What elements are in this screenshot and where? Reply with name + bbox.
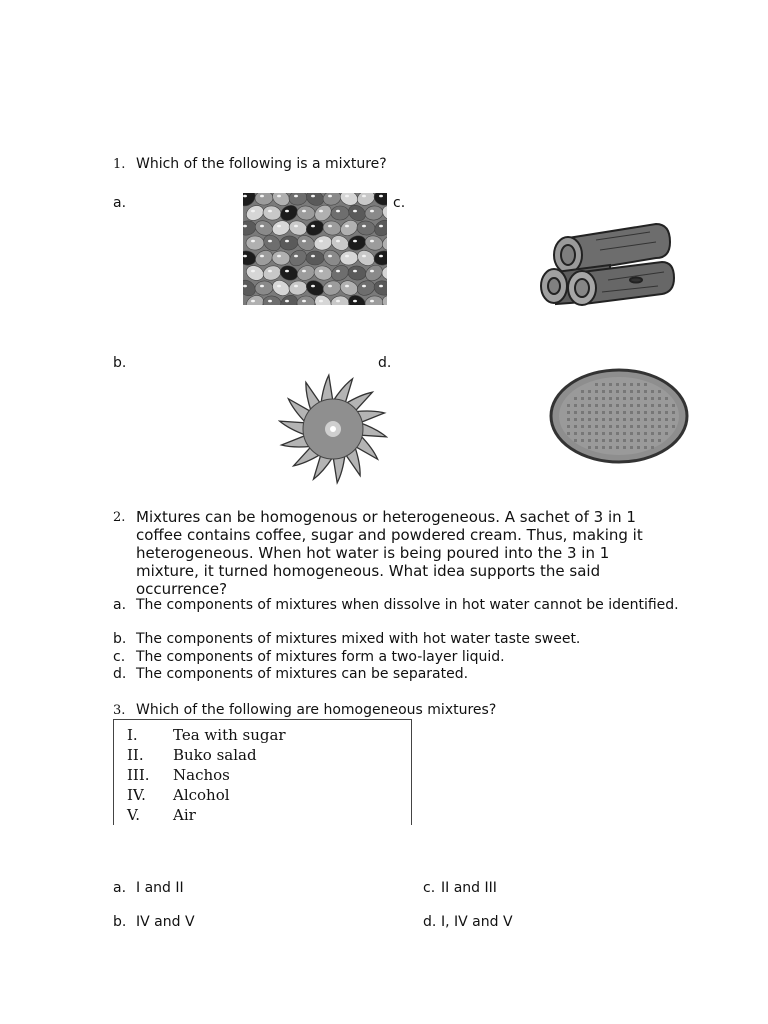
- q2-option-a-text: The components of mixtures when dissolve in hot water cannot be identified.: [136, 597, 679, 613]
- q1-option-d-label: d.: [378, 355, 392, 371]
- q1-option-c-label: c.: [393, 195, 406, 211]
- q1-option-b-label: b.: [113, 355, 127, 371]
- q2-option-d-label: d.: [113, 666, 127, 682]
- q3-option-c-text: II and III: [441, 880, 497, 896]
- q2-text: Mixtures can be homogenous or heterogeneous. A sachet of 3 in 1 coffee contains coffee, sugar and powdered cream. Thus, making it heterogeneous. When hot water is being poured into the 3 in 1 mixture, it turned homogeneous. What idea supports the said occurrence?: [136, 508, 643, 598]
- q3-item-text: Air: [173, 806, 196, 824]
- q2-option-a-label: a.: [113, 597, 127, 613]
- q3-item: [114, 746, 411, 766]
- q3-item-text: Alcohol: [173, 786, 230, 804]
- q3-option-a-label: a.: [113, 880, 127, 896]
- q3-option-b-label: b.: [113, 914, 127, 930]
- q3-item-text: Buko salad: [173, 746, 257, 764]
- q2-option-b-label: b.: [113, 631, 127, 647]
- jelly-beans-icon: [243, 193, 387, 305]
- q3-item-numeral: III.: [127, 766, 150, 784]
- sun-icon: [278, 373, 388, 485]
- q3-text: Which of the following are homogeneous mixtures?: [136, 702, 497, 718]
- q1-text: Which of the following is a mixture?: [136, 156, 387, 172]
- q3-option-d-text: I, IV and V: [441, 914, 513, 930]
- q3-item-text: Tea with sugar: [173, 726, 286, 744]
- q2-option-b-text: The components of mixtures mixed with hot water taste sweet.: [136, 631, 581, 647]
- q3-items-box: [113, 719, 412, 825]
- q3-number: 3.: [113, 703, 126, 718]
- q2-option-c-label: c.: [113, 649, 126, 665]
- q2-option-d-text: The components of mixtures can be separated.: [136, 666, 469, 682]
- cracker-biscuit-icon: [548, 367, 690, 465]
- q3-item: [114, 766, 411, 786]
- q3-option-c-label: c.: [423, 880, 436, 896]
- q3-item-numeral: V.: [127, 806, 140, 824]
- q3-item: [114, 726, 411, 746]
- q3-item-numeral: II.: [127, 746, 144, 764]
- q1-number: 1.: [113, 157, 126, 172]
- q2-number: 2.: [113, 510, 126, 525]
- q3-item: [114, 806, 411, 826]
- wood-logs-icon: [538, 220, 678, 306]
- q3-option-a-text: I and II: [136, 880, 184, 896]
- q3-item-numeral: IV.: [127, 786, 146, 804]
- q3-item: [114, 786, 411, 806]
- q1-option-a-label: a.: [113, 195, 127, 211]
- q2-option-c-text: The components of mixtures form a two-layer liquid.: [136, 649, 505, 665]
- q3-item-text: Nachos: [173, 766, 230, 784]
- q3-option-d-label: d.: [423, 914, 437, 930]
- q3-option-b-text: IV and V: [136, 914, 195, 930]
- q3-item-numeral: I.: [127, 726, 138, 744]
